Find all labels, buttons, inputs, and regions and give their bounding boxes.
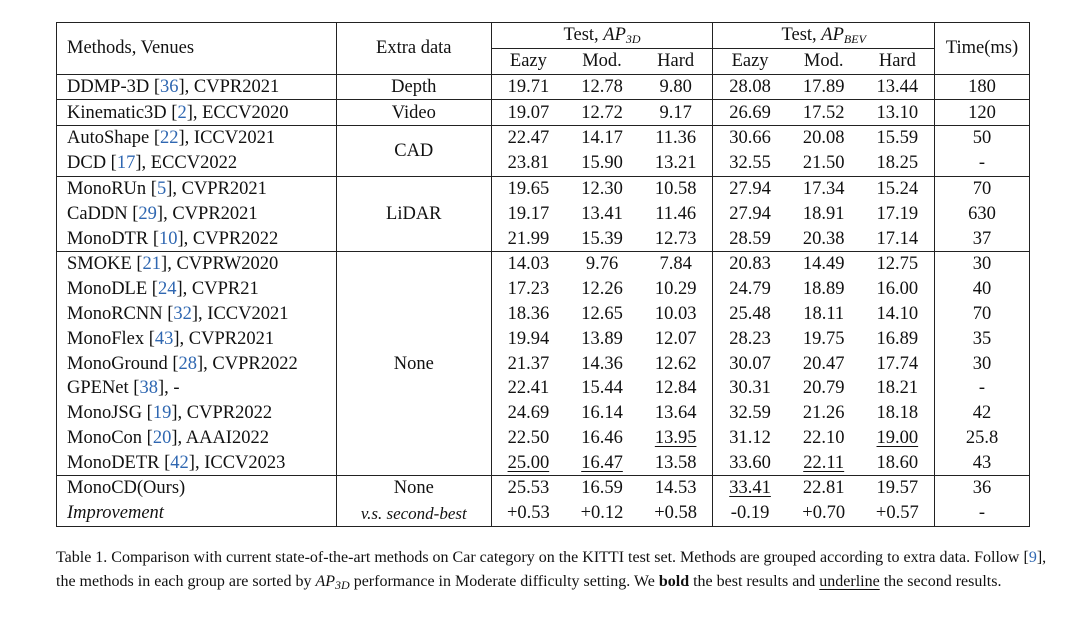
method-name: MonoRCNN [ — [67, 303, 174, 324]
value-cell: 20.83 — [713, 252, 787, 277]
value-cell: 14.17 — [581, 128, 623, 149]
table-row — [57, 351, 1030, 376]
value-cell: 21.37 — [491, 351, 565, 376]
citation-link[interactable]: 10 — [159, 228, 178, 249]
time-header: Time(ms) — [935, 23, 1030, 75]
method-name: MonoDLE [ — [67, 279, 158, 300]
value-cell: 17.19 — [876, 203, 919, 224]
value-cell: 32.59 — [713, 401, 787, 426]
value-cell: 25.48 — [713, 302, 787, 327]
value-cell: 13.10 — [861, 100, 935, 126]
method-name: GPENet [ — [67, 378, 140, 399]
value-cell: 16.46 — [581, 427, 623, 448]
citation-link[interactable]: 21 — [142, 254, 162, 275]
table-row — [57, 426, 1030, 451]
value-cell: 16.59 — [581, 478, 623, 499]
method-name: DCD [ — [67, 153, 117, 174]
value-cell: 21.99 — [491, 226, 565, 251]
citation-link[interactable]: 43 — [154, 328, 174, 349]
citation-link[interactable]: 36 — [160, 76, 179, 97]
value-cell: 12.30 — [581, 178, 623, 199]
citation-link[interactable]: 19 — [152, 403, 172, 424]
method-venue: ], CVPR2021 — [178, 76, 280, 97]
apbev-hard-header: Hard — [861, 48, 935, 74]
value-cell: 22.50 — [491, 426, 565, 451]
citation-link[interactable]: 20 — [152, 427, 172, 448]
value-cell: 15.44 — [581, 378, 623, 399]
value-cell: 27.94 — [713, 202, 787, 227]
method-name: SMOKE [ — [67, 254, 143, 275]
table-row — [57, 327, 1030, 352]
method-venue: ], CVPRW2020 — [161, 254, 279, 275]
table-row — [57, 302, 1030, 327]
table-row — [57, 74, 1030, 100]
method-cell — [57, 451, 337, 476]
method-cell — [57, 327, 337, 352]
value-cell: 19.57 — [876, 478, 919, 499]
extra-data-cell: None — [336, 476, 491, 501]
method-name: MonoRUn [ — [67, 178, 157, 199]
value-cell: 33.60 — [713, 451, 787, 476]
value-cell: 13.95 — [654, 427, 697, 448]
method-cell — [57, 426, 337, 451]
method-cell — [57, 126, 337, 151]
method-name: DDMP-3D [ — [67, 76, 161, 97]
value-cell: 18.11 — [803, 303, 845, 324]
value-cell: 16.14 — [581, 403, 623, 424]
value-cell: 14.03 — [491, 252, 565, 277]
method-venue: ], CVPR2021 — [156, 203, 258, 224]
value-cell: 25.00 — [491, 451, 565, 476]
method-cell — [57, 401, 337, 426]
value-cell: 19.75 — [802, 328, 845, 349]
citation-link[interactable]: 32 — [173, 303, 192, 324]
value-cell: 12.72 — [565, 100, 639, 126]
table-row — [57, 226, 1030, 251]
method-name: CaDDN [ — [67, 203, 139, 224]
value-cell: 17.52 — [787, 100, 861, 126]
citation-link[interactable]: 28 — [178, 353, 198, 374]
value-cell: 14.36 — [581, 353, 623, 374]
value-cell: 15.24 — [876, 178, 919, 199]
value-cell: 22.47 — [491, 126, 565, 151]
value-cell: 15.39 — [565, 226, 639, 251]
table-row — [57, 451, 1030, 476]
citation-link[interactable]: 22 — [160, 128, 179, 149]
value-cell: 12.73 — [639, 226, 713, 251]
method-venue: ], ECCV2020 — [186, 102, 289, 123]
value-cell: 10.29 — [654, 279, 697, 300]
value-cell: 15.59 — [876, 128, 919, 149]
method-venue: ], CVPR2021 — [173, 328, 275, 349]
value-cell: 12.62 — [654, 353, 697, 374]
citation-link[interactable]: 5 — [156, 178, 167, 199]
value-cell: 13.64 — [654, 403, 697, 424]
extra-data-cell: Video — [336, 100, 491, 126]
method-name: Kinematic3D [ — [67, 102, 178, 123]
value-cell: 18.18 — [876, 403, 919, 424]
method-venue: ], CVPR21 — [176, 279, 259, 300]
value-cell: 50 — [935, 126, 1030, 151]
value-cell: 28.08 — [713, 74, 787, 100]
table-row — [57, 176, 1030, 201]
table-row — [57, 202, 1030, 227]
value-cell: 17.23 — [491, 277, 565, 302]
value-cell: 26.69 — [713, 100, 787, 126]
extra-data-cell: LiDAR — [336, 176, 491, 251]
value-cell: 30.07 — [713, 351, 787, 376]
value-cell: 19.65 — [491, 176, 565, 201]
citation-link[interactable]: 24 — [157, 279, 177, 300]
value-cell: +0.57 — [861, 501, 935, 526]
value-cell: 180 — [935, 74, 1030, 100]
value-cell: 70 — [935, 302, 1030, 327]
value-cell: 12.26 — [581, 279, 623, 300]
method-name: MonoGround [ — [67, 353, 179, 374]
value-cell: 12.07 — [654, 328, 697, 349]
table-row — [57, 100, 1030, 126]
value-cell: - — [935, 501, 1030, 526]
table-body — [57, 74, 1030, 526]
value-cell: +0.53 — [491, 501, 565, 526]
value-cell: 15.90 — [565, 151, 639, 176]
value-cell: 30 — [935, 252, 1030, 277]
method-venue: ], CVPR2022 — [197, 353, 298, 374]
value-cell: 17.89 — [787, 74, 861, 100]
method-name: MonoJSG [ — [67, 403, 153, 424]
value-cell: 20.79 — [802, 378, 845, 399]
value-cell: 22.10 — [802, 427, 845, 448]
method-cell: Improvement — [57, 501, 337, 526]
value-cell: 24.79 — [713, 277, 787, 302]
value-cell: +0.58 — [639, 501, 713, 526]
value-cell: 16.00 — [876, 279, 919, 300]
citation-link[interactable]: 17 — [116, 153, 136, 174]
value-cell: 14.53 — [654, 478, 697, 499]
value-cell: 22.11 — [787, 451, 861, 476]
value-cell: 12.78 — [565, 74, 639, 100]
method-cell — [57, 351, 337, 376]
value-cell: 20.08 — [802, 128, 845, 149]
value-cell: +0.70 — [787, 501, 861, 526]
methods-header: Methods, Venues — [57, 23, 337, 75]
value-cell: 19.07 — [491, 100, 565, 126]
value-cell: 18.21 — [876, 378, 919, 399]
value-cell: 19.00 — [876, 427, 919, 448]
value-cell: 16.47 — [565, 451, 639, 476]
value-cell: 37 — [935, 226, 1030, 251]
value-cell: 43 — [935, 451, 1030, 476]
extra-data-header: Extra data — [336, 23, 491, 75]
value-cell: -0.19 — [713, 501, 787, 526]
value-cell: 14.49 — [802, 254, 845, 275]
value-cell: 27.94 — [713, 176, 787, 201]
value-cell: 28.59 — [713, 226, 787, 251]
value-cell: 13.89 — [581, 328, 623, 349]
value-cell: 20.38 — [787, 226, 861, 251]
improvement-row — [57, 501, 1030, 526]
method-venue: ], ICCV2021 — [178, 128, 276, 149]
value-cell: 31.12 — [713, 426, 787, 451]
method-venue: ], CVPR2021 — [166, 178, 267, 199]
table-row — [57, 277, 1030, 302]
value-cell: 25.8 — [935, 426, 1030, 451]
method-cell — [57, 376, 337, 401]
method-venue: ], CVPR2022 — [171, 403, 273, 424]
value-cell: 18.25 — [861, 151, 935, 176]
value-cell: 13.41 — [581, 203, 623, 224]
value-cell: 12.75 — [876, 254, 919, 275]
value-cell: 17.34 — [802, 178, 845, 199]
value-cell: 25.53 — [491, 476, 565, 501]
value-cell: 7.84 — [659, 254, 692, 275]
value-cell: 11.46 — [655, 203, 697, 224]
value-cell: 40 — [935, 277, 1030, 302]
table-row — [57, 401, 1030, 426]
value-cell: 18.36 — [491, 302, 565, 327]
value-cell: 30 — [935, 351, 1030, 376]
value-cell: 22.41 — [491, 376, 565, 401]
value-cell: 17.74 — [876, 353, 919, 374]
method-cell — [57, 202, 337, 227]
method-name: AutoShape [ — [67, 128, 160, 149]
header-row-1 — [57, 23, 1030, 49]
value-cell: 21.26 — [802, 403, 845, 424]
value-cell: 33.41 — [713, 476, 787, 501]
method-cell — [57, 100, 337, 126]
method-venue: ], ICCV2023 — [188, 452, 286, 473]
value-cell: 19.17 — [491, 202, 565, 227]
method-cell — [57, 226, 337, 251]
value-cell: 630 — [935, 202, 1030, 227]
test-apbev-header: Test, $AP_{BEV}$ — [713, 23, 935, 49]
method-cell — [57, 74, 337, 100]
table-row — [57, 151, 1030, 176]
value-cell: 10.58 — [654, 178, 697, 199]
ap3d-mod-header: Mod. — [565, 48, 639, 74]
value-cell: 32.55 — [713, 151, 787, 176]
method-cell — [57, 302, 337, 327]
value-cell: 9.80 — [639, 74, 713, 100]
value-cell: 13.44 — [861, 74, 935, 100]
value-cell: 30.31 — [713, 376, 787, 401]
value-cell: 19.94 — [491, 327, 565, 352]
ap3d-easy-header: Eazy — [491, 48, 565, 74]
value-cell: 19.71 — [491, 74, 565, 100]
value-cell: 12.84 — [654, 378, 697, 399]
value-cell: 36 — [935, 476, 1030, 501]
value-cell: +0.12 — [565, 501, 639, 526]
value-cell: 21.50 — [787, 151, 861, 176]
extra-data-cell: CAD — [336, 126, 491, 177]
citation-link[interactable]: 2 — [177, 102, 187, 123]
value-cell: 9.17 — [639, 100, 713, 126]
method-name: MonoDETR [ — [67, 452, 171, 473]
value-cell: 30.66 — [713, 126, 787, 151]
test-ap3d-header: Test, $AP_{3D}$ — [491, 23, 713, 49]
value-cell: 18.60 — [861, 451, 935, 476]
results-table — [56, 22, 1030, 527]
method-venue: ], ECCV2022 — [135, 153, 238, 174]
method-venue: ], - — [157, 378, 180, 399]
table-row — [57, 376, 1030, 401]
value-cell: 11.36 — [655, 128, 697, 149]
table-caption: Table 1. Comparison with current state-of-the-art methods on Car category on the KITTI test set. Methods are grouped according to extra data. Follow [9], the methods in each group are sorted by $AP_{3D}$ performance in Moderate difficulty setting. We bold the best results and underline the second results. — [56, 549, 1047, 592]
value-cell: 20.47 — [802, 353, 845, 374]
value-cell: 70 — [935, 176, 1030, 201]
value-cell: 120 — [935, 100, 1030, 126]
citation-link[interactable]: 38 — [139, 378, 158, 399]
value-cell: 13.58 — [639, 451, 713, 476]
method-cell — [57, 151, 337, 176]
value-cell: 42 — [935, 401, 1030, 426]
value-cell: 12.65 — [581, 303, 623, 324]
value-cell: 28.23 — [713, 327, 787, 352]
value-cell: 13.21 — [639, 151, 713, 176]
value-cell: 17.14 — [861, 226, 935, 251]
extra-data-cell: v.s. second-best — [336, 501, 491, 526]
method-cell: MonoCD(Ours) — [57, 476, 337, 501]
method-cell — [57, 176, 337, 201]
value-cell: - — [935, 376, 1030, 401]
value-cell: 16.89 — [876, 328, 919, 349]
extra-data-cell: None — [336, 252, 491, 476]
ap3d-hard-header: Hard — [639, 48, 713, 74]
value-cell: 9.76 — [585, 254, 619, 275]
value-cell: 18.91 — [802, 203, 845, 224]
apbev-easy-header: Eazy — [713, 48, 787, 74]
method-venue: ], ICCV2021 — [191, 303, 289, 324]
value-cell: 18.89 — [802, 279, 845, 300]
table-row — [57, 126, 1030, 151]
value-cell: 35 — [935, 327, 1030, 352]
method-name: MonoCon [ — [67, 427, 153, 448]
table-row — [57, 252, 1030, 277]
apbev-mod-header: Mod. — [787, 48, 861, 74]
method-name: MonoDTR [ — [67, 228, 159, 249]
value-cell: 10.03 — [654, 303, 697, 324]
method-venue: ], CVPR2022 — [177, 228, 279, 249]
value-cell: 23.81 — [491, 151, 565, 176]
method-cell — [57, 252, 337, 277]
method-venue: ], AAAI2022 — [171, 427, 269, 448]
method-cell — [57, 277, 337, 302]
value-cell: - — [935, 151, 1030, 176]
ours-row — [57, 476, 1030, 501]
citation-link[interactable]: 42 — [170, 452, 189, 473]
value-cell: 24.69 — [491, 401, 565, 426]
citation-link[interactable]: 29 — [138, 203, 157, 224]
method-name: MonoFlex [ — [67, 328, 155, 349]
value-cell: 14.10 — [876, 303, 919, 324]
extra-data-cell: Depth — [336, 74, 491, 100]
value-cell: 22.81 — [802, 478, 845, 499]
